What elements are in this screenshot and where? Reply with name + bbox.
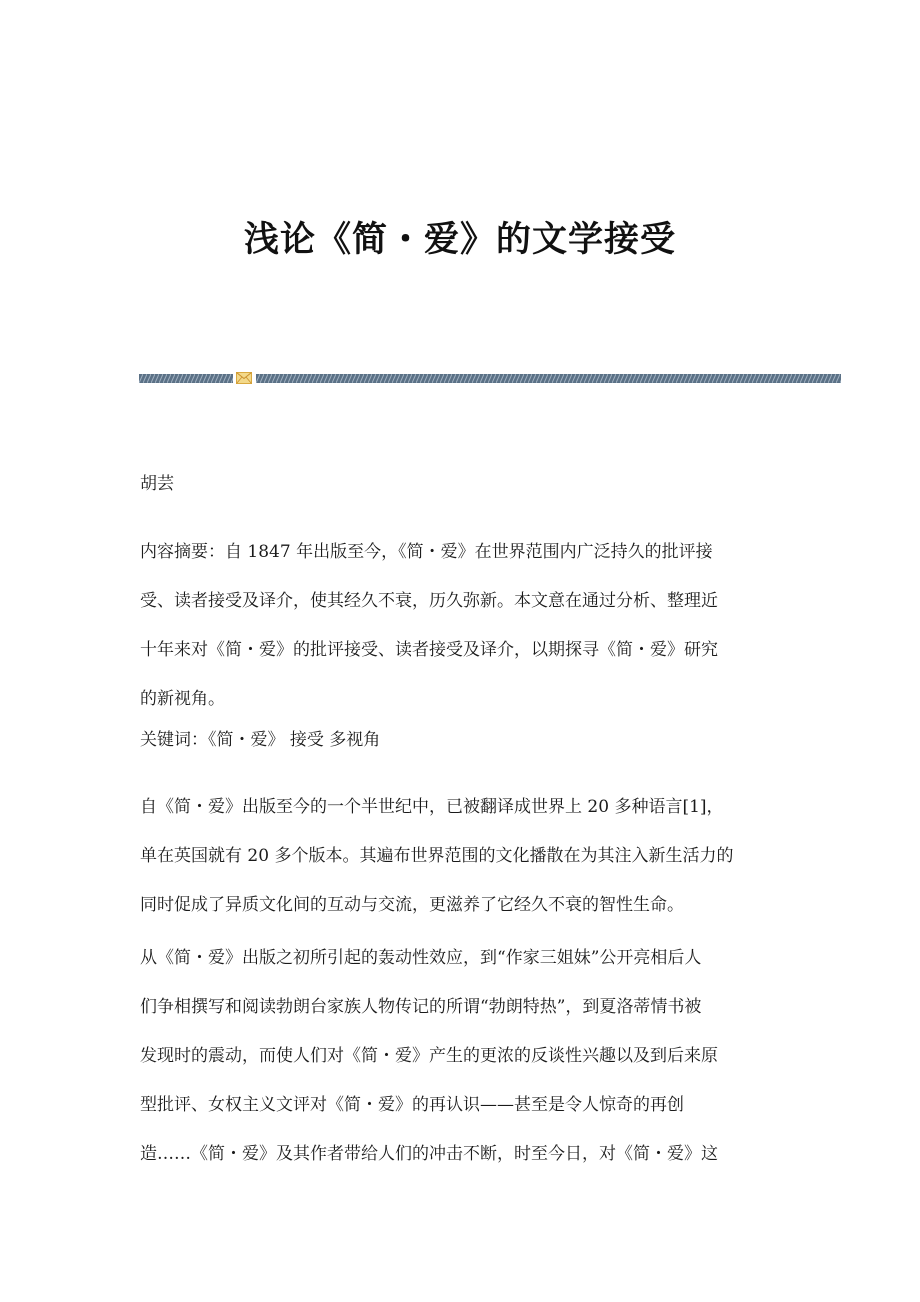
page-title: 浅论《简・爱》的文学接受 bbox=[243, 219, 676, 260]
paragraph-line: 从《简・爱》出版之初所引起的轰动性效应，到“作家三姐妹”公开亮相后人 bbox=[140, 948, 702, 968]
paragraph-line: 单在英国就有 20 多个版本。其遍布世界范围的文化播散在为其注入新生活力的 bbox=[140, 846, 734, 866]
abstract-line: 受、读者接受及译介，使其经久不衰，历久弥新。本文意在通过分析、整理近 bbox=[140, 591, 718, 611]
paragraph-line: 型批评、女权主义文评对《简・爱》的再认识——甚至是令人惊奇的再创 bbox=[140, 1095, 684, 1115]
keywords: 关键词：《简・爱》 接受 多视角 bbox=[140, 730, 381, 750]
paragraph-line: 们争相撰写和阅读勃朗台家族人物传记的所谓“勃朗特热”，到夏洛蒂情书被 bbox=[140, 997, 702, 1017]
abstract-line: 内容摘要：自 1847 年出版至今，《简・爱》在世界范围内广泛持久的批评接 bbox=[140, 542, 713, 562]
paragraph-line: 同时促成了异质文化间的互动与交流，更滋养了它经久不衰的智性生命。 bbox=[140, 895, 684, 915]
author-name: 胡芸 bbox=[140, 474, 174, 494]
envelope-ornament-icon bbox=[236, 372, 252, 384]
title-divider-right bbox=[256, 374, 841, 383]
abstract-line: 的新视角。 bbox=[140, 689, 225, 709]
abstract bbox=[140, 528, 718, 724]
paragraph-line: 自《简・爱》出版至今的一个半世纪中，已被翻译成世界上 20 多种语言[1]， bbox=[140, 797, 724, 817]
paragraph-line: 发现时的震动，而使人们对《简・爱》产生的更浓的反谈性兴趣以及到后来原 bbox=[140, 1046, 718, 1066]
abstract-line: 十年来对《简・爱》的批评接受、读者接受及译介，以期探寻《简・爱》研究 bbox=[140, 640, 718, 660]
body-paragraph-2 bbox=[140, 934, 718, 1179]
paragraph-line: 造……《简・爱》及其作者带给人们的冲击不断，时至今日，对《简・爱》这 bbox=[140, 1144, 718, 1164]
title-divider-left bbox=[139, 374, 233, 383]
body-paragraph-1 bbox=[140, 783, 733, 930]
